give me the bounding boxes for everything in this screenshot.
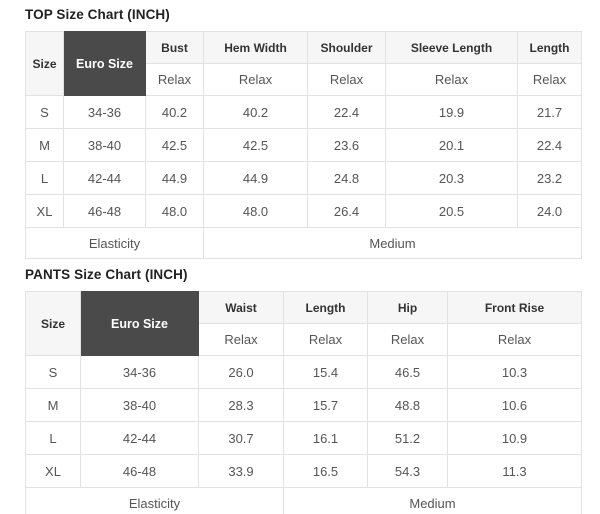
euro-size-cell: 46-48: [64, 195, 146, 228]
euro-size-cell: 34-36: [64, 96, 146, 129]
elasticity-label-cell: Elasticity: [26, 488, 284, 514]
table-row: [26, 455, 582, 488]
elasticity-value-cell: Medium: [284, 488, 582, 514]
top-fit-cell: Relax: [518, 64, 582, 96]
value-cell: 44.9: [146, 162, 204, 195]
size-cell: XL: [26, 195, 64, 228]
value-cell: 54.3: [368, 455, 448, 488]
size-cell: M: [26, 129, 64, 162]
pants-fit-cell: Relax: [284, 324, 368, 356]
euro-size-cell: 34-36: [81, 356, 199, 389]
pants-size-column-header: Size: [26, 292, 81, 356]
top-measure-header-shoulder: Shoulder: [308, 32, 386, 64]
value-cell: 23.6: [308, 129, 386, 162]
euro-size-cell: 42-44: [81, 422, 199, 455]
value-cell: 26.0: [199, 356, 284, 389]
pants-fit-cell: Relax: [199, 324, 284, 356]
size-cell: L: [26, 162, 64, 195]
pants-measure-header-waist: Waist: [199, 292, 284, 324]
value-cell: 23.2: [518, 162, 582, 195]
value-cell: 10.6: [448, 389, 582, 422]
euro-size-cell: 46-48: [81, 455, 199, 488]
top-measure-header-hem-width: Hem Width: [204, 32, 308, 64]
value-cell: 42.5: [146, 129, 204, 162]
pants-size-table: [25, 291, 582, 514]
value-cell: 22.4: [518, 129, 582, 162]
value-cell: 33.9: [199, 455, 284, 488]
top-size-table: [25, 31, 582, 259]
euro-size-cell: 38-40: [64, 129, 146, 162]
pants-euro-size-column-header: Euro Size: [81, 292, 199, 356]
pants-measure-header-front-rise: Front Rise: [448, 292, 582, 324]
pants-measure-header-hip: Hip: [368, 292, 448, 324]
pants-fit-cell: Relax: [368, 324, 448, 356]
value-cell: 11.3: [448, 455, 582, 488]
pants-chart-title: PANTS Size Chart (INCH): [25, 267, 188, 282]
size-cell: XL: [26, 455, 81, 488]
size-cell: S: [26, 356, 81, 389]
pants-fit-cell: Relax: [448, 324, 582, 356]
size-cell: M: [26, 389, 81, 422]
top-measure-header-length: Length: [518, 32, 582, 64]
value-cell: 46.5: [368, 356, 448, 389]
euro-size-cell: 38-40: [81, 389, 199, 422]
value-cell: 48.8: [368, 389, 448, 422]
top-footer-row: [26, 228, 582, 259]
top-measure-header-sleeve-length: Sleeve Length: [386, 32, 518, 64]
top-fit-cell: Relax: [146, 64, 204, 96]
top-fit-cell: Relax: [308, 64, 386, 96]
top-fit-cell: Relax: [386, 64, 518, 96]
top-chart-title: TOP Size Chart (INCH): [25, 7, 170, 22]
value-cell: 26.4: [308, 195, 386, 228]
table-row: [26, 389, 582, 422]
value-cell: 42.5: [204, 129, 308, 162]
value-cell: 20.3: [386, 162, 518, 195]
value-cell: 20.1: [386, 129, 518, 162]
table-row: [26, 96, 582, 129]
value-cell: 10.3: [448, 356, 582, 389]
table-row: [26, 422, 582, 455]
value-cell: 28.3: [199, 389, 284, 422]
top-fit-cell: Relax: [204, 64, 308, 96]
pants-measure-header-length: Length: [284, 292, 368, 324]
value-cell: 15.7: [284, 389, 368, 422]
value-cell: 19.9: [386, 96, 518, 129]
euro-size-cell: 42-44: [64, 162, 146, 195]
size-cell: S: [26, 96, 64, 129]
top-header-row: [26, 32, 582, 64]
value-cell: 15.4: [284, 356, 368, 389]
value-cell: 20.5: [386, 195, 518, 228]
value-cell: 22.4: [308, 96, 386, 129]
elasticity-value-cell: Medium: [204, 228, 582, 259]
table-row: [26, 195, 582, 228]
table-row: [26, 162, 582, 195]
value-cell: 48.0: [204, 195, 308, 228]
table-row: [26, 129, 582, 162]
top-euro-size-column-header: Euro Size: [64, 32, 146, 96]
table-row: [26, 356, 582, 389]
value-cell: 21.7: [518, 96, 582, 129]
value-cell: 10.9: [448, 422, 582, 455]
top-size-column-header: Size: [26, 32, 64, 96]
value-cell: 44.9: [204, 162, 308, 195]
top-measure-header-bust: Bust: [146, 32, 204, 64]
value-cell: 40.2: [146, 96, 204, 129]
value-cell: 16.5: [284, 455, 368, 488]
value-cell: 40.2: [204, 96, 308, 129]
size-cell: L: [26, 422, 81, 455]
pants-header-row: [26, 292, 582, 324]
value-cell: 24.0: [518, 195, 582, 228]
value-cell: 16.1: [284, 422, 368, 455]
value-cell: 24.8: [308, 162, 386, 195]
value-cell: 51.2: [368, 422, 448, 455]
value-cell: 48.0: [146, 195, 204, 228]
pants-footer-row: [26, 488, 582, 514]
elasticity-label-cell: Elasticity: [26, 228, 204, 259]
value-cell: 30.7: [199, 422, 284, 455]
